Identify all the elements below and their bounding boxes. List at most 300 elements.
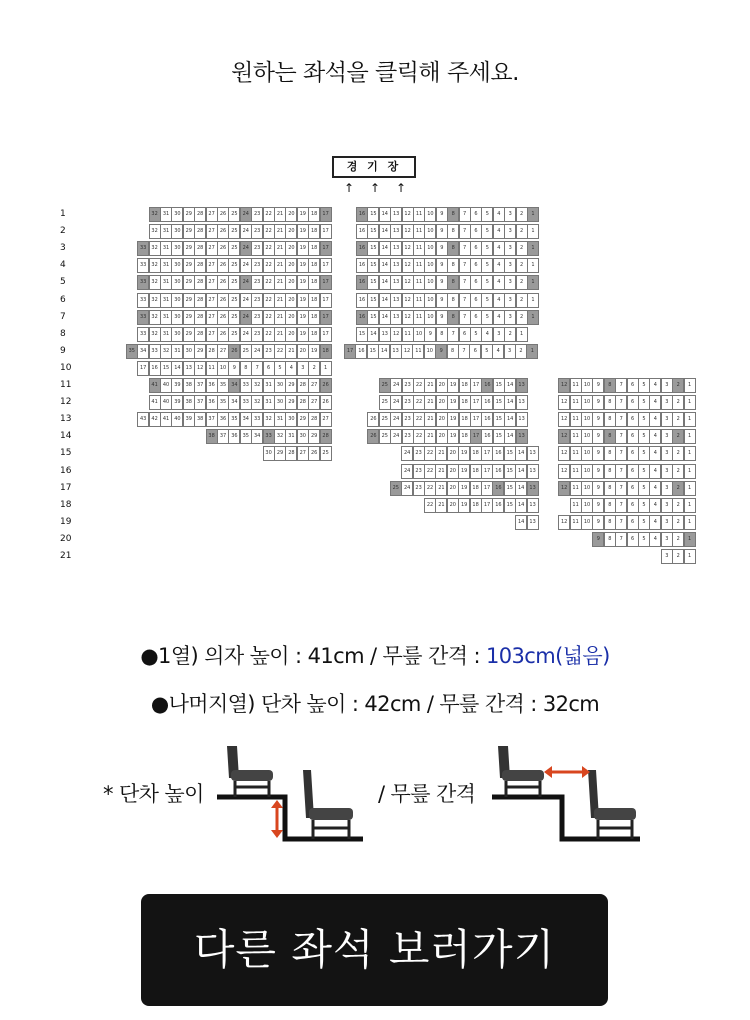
seat[interactable]: 25 xyxy=(390,481,402,496)
seat[interactable]: 16 xyxy=(356,293,368,308)
seat[interactable]: 13 xyxy=(390,207,402,222)
seat[interactable]: 3 xyxy=(661,378,673,393)
seat[interactable]: 2 xyxy=(308,361,320,376)
seat[interactable]: 20 xyxy=(285,224,297,239)
seat[interactable]: 27 xyxy=(206,275,218,290)
seat[interactable]: 1 xyxy=(527,310,539,325)
seat[interactable]: 26 xyxy=(228,344,240,359)
seat[interactable]: 23 xyxy=(251,241,263,256)
seat[interactable]: 18 xyxy=(470,446,482,461)
seat[interactable]: 26 xyxy=(367,429,379,444)
seat[interactable]: 26 xyxy=(217,241,229,256)
seat[interactable]: 11 xyxy=(570,481,582,496)
seat[interactable]: 27 xyxy=(206,310,218,325)
seat[interactable]: 22 xyxy=(263,327,275,342)
seat[interactable]: 4 xyxy=(649,378,661,393)
seat[interactable]: 24 xyxy=(401,446,413,461)
seat[interactable]: 20 xyxy=(436,429,448,444)
seat[interactable]: 9 xyxy=(436,224,448,239)
seat[interactable]: 1 xyxy=(684,532,696,547)
seat[interactable]: 20 xyxy=(436,412,448,427)
seat[interactable]: 3 xyxy=(661,532,673,547)
seat[interactable]: 12 xyxy=(558,395,570,410)
seat[interactable]: 4 xyxy=(649,532,661,547)
seat[interactable]: 10 xyxy=(424,275,436,290)
seat[interactable]: 22 xyxy=(263,258,275,273)
seat[interactable]: 10 xyxy=(424,344,436,359)
seat[interactable]: 5 xyxy=(638,464,650,479)
seat[interactable]: 5 xyxy=(481,224,493,239)
seat[interactable]: 11 xyxy=(570,395,582,410)
seat[interactable]: 33 xyxy=(137,275,149,290)
seat[interactable]: 7 xyxy=(615,412,627,427)
seat[interactable]: 6 xyxy=(627,446,639,461)
seat[interactable]: 19 xyxy=(458,498,470,513)
seat[interactable]: 14 xyxy=(379,207,391,222)
seat[interactable]: 3 xyxy=(504,258,516,273)
seat[interactable]: 10 xyxy=(581,378,593,393)
seat[interactable]: 18 xyxy=(470,498,482,513)
seat[interactable]: 15 xyxy=(493,429,505,444)
seat[interactable]: 3 xyxy=(661,395,673,410)
seat[interactable]: 28 xyxy=(194,293,206,308)
seat[interactable]: 2 xyxy=(516,258,528,273)
seat[interactable]: 1 xyxy=(684,515,696,530)
seat[interactable]: 17 xyxy=(320,241,332,256)
seat[interactable]: 11 xyxy=(206,361,218,376)
seat[interactable]: 18 xyxy=(470,464,482,479)
seat[interactable]: 36 xyxy=(228,429,240,444)
seat[interactable]: 10 xyxy=(413,327,425,342)
seat[interactable]: 14 xyxy=(515,481,527,496)
seat[interactable]: 11 xyxy=(413,241,425,256)
seat[interactable]: 15 xyxy=(504,498,516,513)
seat[interactable]: 19 xyxy=(297,207,309,222)
seat[interactable]: 4 xyxy=(649,481,661,496)
seat[interactable]: 12 xyxy=(401,344,413,359)
seat[interactable]: 4 xyxy=(285,361,297,376)
seat[interactable]: 20 xyxy=(285,327,297,342)
seat[interactable]: 17 xyxy=(320,275,332,290)
seat[interactable]: 10 xyxy=(424,293,436,308)
seat[interactable]: 19 xyxy=(458,481,470,496)
seat[interactable]: 17 xyxy=(470,395,482,410)
seat[interactable]: 11 xyxy=(413,224,425,239)
seat[interactable]: 10 xyxy=(581,464,593,479)
seat[interactable]: 14 xyxy=(379,293,391,308)
seat[interactable]: 6 xyxy=(469,344,481,359)
seat[interactable]: 31 xyxy=(160,224,172,239)
seat[interactable]: 14 xyxy=(367,327,379,342)
seat[interactable]: 7 xyxy=(459,241,471,256)
seat[interactable]: 15 xyxy=(367,224,379,239)
seat[interactable]: 8 xyxy=(447,275,459,290)
seat[interactable]: 29 xyxy=(183,275,195,290)
seat[interactable]: 32 xyxy=(263,412,275,427)
seat[interactable]: 31 xyxy=(171,344,183,359)
seat[interactable]: 7 xyxy=(615,498,627,513)
seat[interactable]: 21 xyxy=(435,498,447,513)
seat[interactable]: 39 xyxy=(171,378,183,393)
seat[interactable]: 6 xyxy=(627,464,639,479)
seat[interactable]: 11 xyxy=(570,464,582,479)
seat[interactable]: 43 xyxy=(137,412,149,427)
seat[interactable]: 15 xyxy=(367,275,379,290)
seat[interactable]: 32 xyxy=(149,258,161,273)
seat[interactable]: 18 xyxy=(470,481,482,496)
seat[interactable]: 8 xyxy=(240,361,252,376)
seat[interactable]: 34 xyxy=(228,395,240,410)
seat[interactable]: 31 xyxy=(160,258,172,273)
seat[interactable]: 9 xyxy=(436,310,448,325)
seat[interactable]: 6 xyxy=(627,532,639,547)
seat[interactable]: 16 xyxy=(355,344,367,359)
seat[interactable]: 22 xyxy=(413,395,425,410)
seat[interactable]: 24 xyxy=(240,293,252,308)
seat[interactable]: 12 xyxy=(402,241,414,256)
seat[interactable]: 30 xyxy=(274,395,286,410)
seat[interactable]: 16 xyxy=(356,224,368,239)
seat[interactable]: 37 xyxy=(194,378,206,393)
seat[interactable]: 22 xyxy=(424,481,436,496)
seat[interactable]: 21 xyxy=(424,378,436,393)
seat[interactable]: 13 xyxy=(390,310,402,325)
seat[interactable]: 12 xyxy=(558,378,570,393)
seat[interactable]: 8 xyxy=(447,224,459,239)
seat[interactable]: 19 xyxy=(297,258,309,273)
seat[interactable]: 17 xyxy=(320,207,332,222)
seat[interactable]: 1 xyxy=(684,464,696,479)
seat[interactable]: 2 xyxy=(672,532,684,547)
seat[interactable]: 10 xyxy=(424,224,436,239)
seat[interactable]: 16 xyxy=(481,429,493,444)
seat[interactable]: 8 xyxy=(604,532,616,547)
seat[interactable]: 9 xyxy=(592,429,604,444)
seat[interactable]: 17 xyxy=(470,378,482,393)
seat[interactable]: 9 xyxy=(592,481,604,496)
seat[interactable]: 33 xyxy=(240,395,252,410)
seat[interactable]: 37 xyxy=(217,429,229,444)
seat[interactable]: 23 xyxy=(251,293,263,308)
seat[interactable]: 18 xyxy=(308,327,320,342)
seat[interactable]: 10 xyxy=(581,446,593,461)
seat[interactable]: 10 xyxy=(424,310,436,325)
seat[interactable]: 14 xyxy=(504,412,516,427)
seat[interactable]: 18 xyxy=(459,378,471,393)
seat[interactable]: 17 xyxy=(320,327,332,342)
seat[interactable]: 12 xyxy=(558,515,570,530)
seat[interactable]: 4 xyxy=(649,429,661,444)
seat[interactable]: 25 xyxy=(240,344,252,359)
seat[interactable]: 36 xyxy=(217,412,229,427)
seat[interactable]: 35 xyxy=(126,344,138,359)
seat[interactable]: 41 xyxy=(149,378,161,393)
seat[interactable]: 16 xyxy=(492,446,504,461)
seat[interactable]: 28 xyxy=(297,395,309,410)
seat[interactable]: 24 xyxy=(240,327,252,342)
seat[interactable]: 3 xyxy=(661,498,673,513)
seat[interactable]: 12 xyxy=(402,258,414,273)
seat[interactable]: 8 xyxy=(604,395,616,410)
seat[interactable]: 15 xyxy=(493,378,505,393)
seat[interactable]: 20 xyxy=(436,378,448,393)
seat[interactable]: 26 xyxy=(217,275,229,290)
seat[interactable]: 13 xyxy=(379,327,391,342)
seat[interactable]: 21 xyxy=(424,429,436,444)
seat[interactable]: 12 xyxy=(402,310,414,325)
seat[interactable]: 19 xyxy=(297,327,309,342)
seat[interactable]: 32 xyxy=(149,241,161,256)
seat[interactable]: 26 xyxy=(217,327,229,342)
seat[interactable]: 15 xyxy=(504,446,516,461)
seat[interactable]: 5 xyxy=(481,344,493,359)
seat[interactable]: 25 xyxy=(228,241,240,256)
seat[interactable]: 7 xyxy=(615,464,627,479)
seat[interactable]: 7 xyxy=(447,327,459,342)
seat[interactable]: 14 xyxy=(504,395,516,410)
seat[interactable]: 32 xyxy=(149,275,161,290)
seat[interactable]: 7 xyxy=(615,515,627,530)
seat[interactable]: 10 xyxy=(424,241,436,256)
seat[interactable]: 9 xyxy=(592,464,604,479)
seat[interactable]: 3 xyxy=(661,515,673,530)
seat[interactable]: 24 xyxy=(240,275,252,290)
seat[interactable]: 7 xyxy=(251,361,263,376)
seat[interactable]: 22 xyxy=(274,344,286,359)
seat[interactable]: 3 xyxy=(504,224,516,239)
seat[interactable]: 16 xyxy=(492,481,504,496)
seat[interactable]: 8 xyxy=(604,481,616,496)
seat[interactable]: 2 xyxy=(672,429,684,444)
seat[interactable]: 25 xyxy=(228,258,240,273)
seat[interactable]: 11 xyxy=(570,446,582,461)
seat[interactable]: 25 xyxy=(228,224,240,239)
seat[interactable]: 2 xyxy=(672,412,684,427)
seat[interactable]: 3 xyxy=(661,446,673,461)
seat[interactable]: 20 xyxy=(285,258,297,273)
seat[interactable]: 17 xyxy=(481,498,493,513)
seat[interactable]: 27 xyxy=(206,241,218,256)
seat[interactable]: 15 xyxy=(493,395,505,410)
seat[interactable]: 26 xyxy=(308,446,320,461)
seat[interactable]: 6 xyxy=(470,310,482,325)
seat[interactable]: 6 xyxy=(627,412,639,427)
seat[interactable]: 8 xyxy=(447,241,459,256)
seat[interactable]: 2 xyxy=(672,498,684,513)
seat[interactable]: 7 xyxy=(459,275,471,290)
seat[interactable]: 22 xyxy=(413,429,425,444)
seat[interactable]: 9 xyxy=(592,498,604,513)
seat[interactable]: 9 xyxy=(592,395,604,410)
seat[interactable]: 12 xyxy=(402,275,414,290)
seat[interactable]: 19 xyxy=(447,395,459,410)
seat[interactable]: 9 xyxy=(592,446,604,461)
seat[interactable]: 6 xyxy=(627,378,639,393)
seat[interactable]: 19 xyxy=(308,344,320,359)
seat[interactable]: 18 xyxy=(459,429,471,444)
seat[interactable]: 32 xyxy=(149,327,161,342)
seat[interactable]: 32 xyxy=(274,429,286,444)
seat[interactable]: 21 xyxy=(424,412,436,427)
seat[interactable]: 11 xyxy=(413,258,425,273)
seat[interactable]: 40 xyxy=(160,395,172,410)
seat[interactable]: 13 xyxy=(516,378,528,393)
seat[interactable]: 13 xyxy=(516,429,528,444)
seat[interactable]: 1 xyxy=(527,207,539,222)
seat[interactable]: 10 xyxy=(424,258,436,273)
seat[interactable]: 7 xyxy=(615,532,627,547)
seat[interactable]: 30 xyxy=(171,327,183,342)
seat[interactable]: 29 xyxy=(274,446,286,461)
seat[interactable]: 28 xyxy=(194,241,206,256)
seat[interactable]: 10 xyxy=(581,498,593,513)
seat[interactable]: 19 xyxy=(297,275,309,290)
seat[interactable]: 16 xyxy=(356,275,368,290)
seat[interactable]: 10 xyxy=(581,395,593,410)
seat[interactable]: 20 xyxy=(447,481,459,496)
seat[interactable]: 18 xyxy=(308,258,320,273)
seat[interactable]: 14 xyxy=(515,464,527,479)
seat[interactable]: 20 xyxy=(447,498,459,513)
seat[interactable]: 2 xyxy=(672,464,684,479)
seat[interactable]: 23 xyxy=(251,327,263,342)
seat[interactable]: 25 xyxy=(228,207,240,222)
seat[interactable]: 19 xyxy=(458,446,470,461)
seat[interactable]: 23 xyxy=(402,429,414,444)
seat[interactable]: 3 xyxy=(661,549,673,564)
seat[interactable]: 29 xyxy=(285,395,297,410)
seat[interactable]: 5 xyxy=(481,310,493,325)
seat[interactable]: 21 xyxy=(435,481,447,496)
seat[interactable]: 1 xyxy=(684,498,696,513)
seat[interactable]: 6 xyxy=(263,361,275,376)
seat[interactable]: 7 xyxy=(459,310,471,325)
seat[interactable]: 39 xyxy=(183,412,195,427)
seat[interactable]: 18 xyxy=(308,207,320,222)
seat[interactable]: 15 xyxy=(160,361,172,376)
seat[interactable]: 24 xyxy=(240,224,252,239)
seat[interactable]: 14 xyxy=(379,241,391,256)
seat[interactable]: 17 xyxy=(481,464,493,479)
seat[interactable]: 22 xyxy=(263,310,275,325)
seat[interactable]: 26 xyxy=(320,395,332,410)
seat[interactable]: 27 xyxy=(206,207,218,222)
seat[interactable]: 3 xyxy=(661,481,673,496)
seat[interactable]: 20 xyxy=(285,241,297,256)
seat[interactable]: 9 xyxy=(436,293,448,308)
seat[interactable]: 25 xyxy=(228,293,240,308)
seat[interactable]: 21 xyxy=(435,446,447,461)
seat[interactable]: 6 xyxy=(459,327,471,342)
seat[interactable]: 2 xyxy=(516,293,528,308)
seat[interactable]: 17 xyxy=(481,446,493,461)
seat[interactable]: 4 xyxy=(649,412,661,427)
seat[interactable]: 30 xyxy=(274,378,286,393)
seat[interactable]: 33 xyxy=(149,344,161,359)
seat[interactable]: 4 xyxy=(481,327,493,342)
seat[interactable]: 12 xyxy=(558,481,570,496)
seat[interactable]: 35 xyxy=(217,378,229,393)
seat[interactable]: 23 xyxy=(413,481,425,496)
seat[interactable]: 5 xyxy=(638,446,650,461)
seat[interactable]: 1 xyxy=(527,224,539,239)
seat[interactable]: 13 xyxy=(527,481,539,496)
seat[interactable]: 8 xyxy=(447,293,459,308)
seat[interactable]: 29 xyxy=(308,429,320,444)
seat[interactable]: 29 xyxy=(297,412,309,427)
seat[interactable]: 12 xyxy=(558,412,570,427)
seat[interactable]: 17 xyxy=(320,293,332,308)
seat[interactable]: 18 xyxy=(308,293,320,308)
seat[interactable]: 6 xyxy=(470,275,482,290)
seat[interactable]: 20 xyxy=(285,207,297,222)
seat[interactable]: 1 xyxy=(320,361,332,376)
seat[interactable]: 4 xyxy=(493,275,505,290)
seat[interactable]: 3 xyxy=(661,429,673,444)
seat[interactable]: 12 xyxy=(194,361,206,376)
seat[interactable]: 4 xyxy=(493,207,505,222)
seat[interactable]: 14 xyxy=(504,378,516,393)
seat[interactable]: 6 xyxy=(627,395,639,410)
seat[interactable]: 8 xyxy=(604,515,616,530)
seat[interactable]: 26 xyxy=(217,207,229,222)
seat[interactable]: 17 xyxy=(481,481,493,496)
seat[interactable]: 2 xyxy=(516,275,528,290)
seat[interactable]: 28 xyxy=(194,275,206,290)
seat[interactable]: 25 xyxy=(228,327,240,342)
seat[interactable]: 14 xyxy=(378,344,390,359)
seat[interactable]: 32 xyxy=(149,224,161,239)
seat[interactable]: 24 xyxy=(390,412,402,427)
seat[interactable]: 29 xyxy=(183,327,195,342)
seat[interactable]: 27 xyxy=(206,327,218,342)
seat[interactable]: 8 xyxy=(604,429,616,444)
seat[interactable]: 2 xyxy=(672,515,684,530)
seat[interactable]: 2 xyxy=(672,395,684,410)
seat[interactable]: 24 xyxy=(240,241,252,256)
seat[interactable]: 15 xyxy=(504,464,516,479)
seat[interactable]: 29 xyxy=(194,344,206,359)
seat[interactable]: 22 xyxy=(413,412,425,427)
seat[interactable]: 1 xyxy=(527,275,539,290)
seat[interactable]: 34 xyxy=(228,378,240,393)
seat[interactable]: 28 xyxy=(206,344,218,359)
seat[interactable]: 4 xyxy=(649,446,661,461)
seat[interactable]: 7 xyxy=(459,258,471,273)
seat[interactable]: 30 xyxy=(171,258,183,273)
seat[interactable]: 2 xyxy=(672,446,684,461)
seat[interactable]: 28 xyxy=(194,207,206,222)
seat[interactable]: 30 xyxy=(263,446,275,461)
seat[interactable]: 21 xyxy=(274,293,286,308)
seat[interactable]: 1 xyxy=(684,395,696,410)
seat[interactable]: 19 xyxy=(297,310,309,325)
seat[interactable]: 38 xyxy=(206,429,218,444)
seat[interactable]: 6 xyxy=(627,498,639,513)
seat[interactable]: 8 xyxy=(447,258,459,273)
seat[interactable]: 5 xyxy=(481,241,493,256)
seat[interactable]: 29 xyxy=(183,241,195,256)
seat[interactable]: 8 xyxy=(604,412,616,427)
seat[interactable]: 21 xyxy=(435,464,447,479)
seat[interactable]: 21 xyxy=(274,207,286,222)
seat[interactable]: 33 xyxy=(137,310,149,325)
seat[interactable]: 19 xyxy=(297,224,309,239)
seat[interactable]: 8 xyxy=(436,327,448,342)
seat[interactable]: 21 xyxy=(274,275,286,290)
seat[interactable]: 3 xyxy=(504,310,516,325)
seat[interactable]: 31 xyxy=(160,207,172,222)
